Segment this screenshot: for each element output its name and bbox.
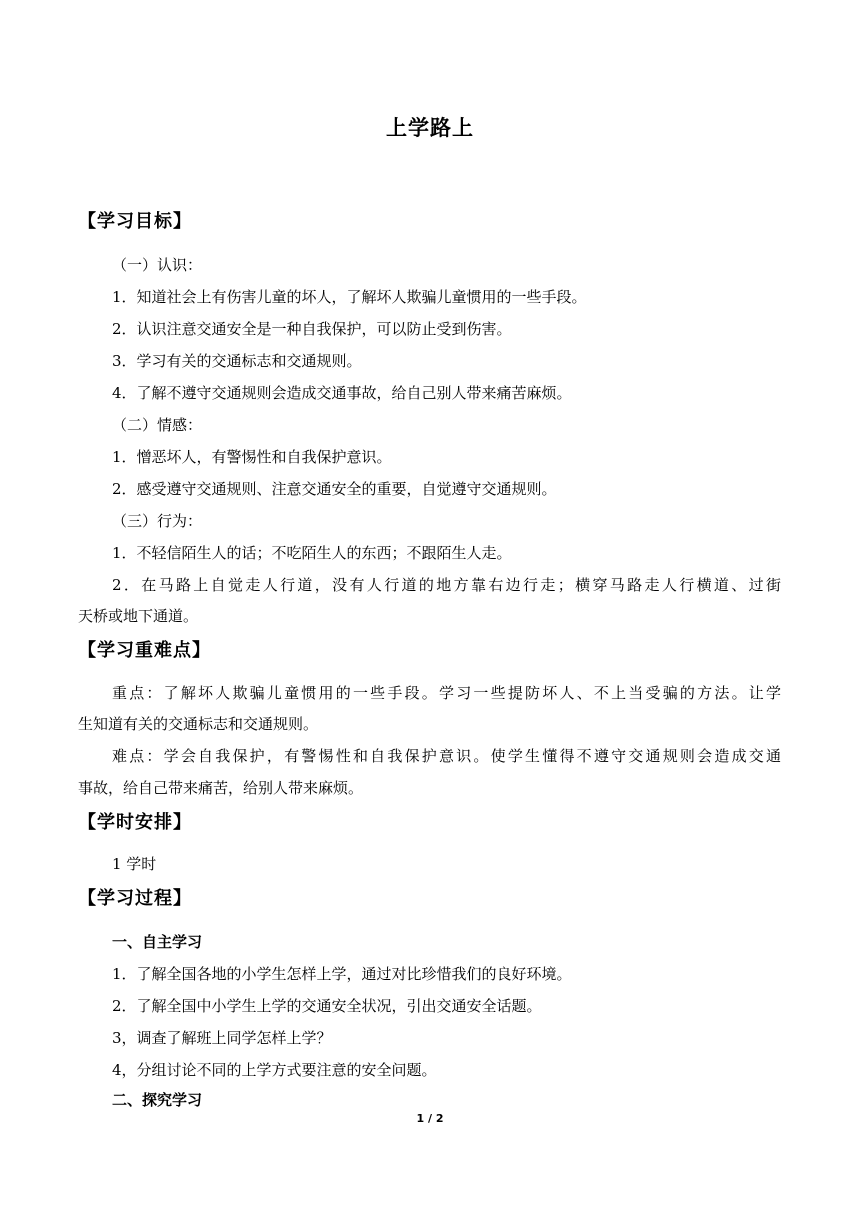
process-self-study-item: 2．了解全国中小学生上学的交通安全状况，引出交通安全话题。 bbox=[112, 997, 542, 1015]
goals-behavior-item: 1．不轻信陌生人的话；不吃陌生人的东西；不跟陌生人走。 bbox=[112, 544, 512, 562]
keypoint-difficulty-cont: 事故，给自己带来痛苦，给别人带来麻烦。 bbox=[78, 779, 364, 797]
process-explore-heading: 二、探究学习 bbox=[112, 1091, 203, 1109]
page-number: 1 / 2 bbox=[416, 1112, 444, 1125]
goals-behavior-item-cont: 天桥或地下通道。 bbox=[78, 607, 199, 625]
keypoint-focus-cont: 生知道有关的交通标志和交通规则。 bbox=[78, 715, 319, 733]
goals-cognition-item: 2．认识注意交通安全是一种自我保护，可以防止受到伤害。 bbox=[112, 320, 512, 338]
goals-cognition-item: 1．知道社会上有伤害儿童的坏人，了解坏人欺骗儿童惯用的一些手段。 bbox=[112, 288, 587, 306]
section-heading-keypoints: 【学习重难点】 bbox=[78, 640, 211, 661]
process-self-study-item: 3，调查了解班上同学怎样上学？ bbox=[112, 1029, 332, 1047]
goals-emotion-item: 1．憎恶坏人，有警惕性和自我保护意识。 bbox=[112, 448, 392, 466]
section-heading-goals: 【学习目标】 bbox=[78, 211, 192, 232]
document-title: 上学路上 bbox=[386, 116, 474, 140]
goals-cognition-item: 4．了解不遵守交通规则会造成交通事故，给自己别人带来痛苦麻烦。 bbox=[112, 384, 572, 402]
process-self-study-heading: 一、自主学习 bbox=[112, 933, 203, 951]
process-self-study-item: 1．了解全国各地的小学生怎样上学，通过对比珍惜我们的良好环境。 bbox=[112, 965, 572, 983]
process-self-study-item: 4，分组讨论不同的上学方式要注意的安全问题。 bbox=[112, 1061, 437, 1079]
section-heading-schedule: 【学时安排】 bbox=[78, 812, 192, 833]
keypoint-focus: 重点：了解坏人欺骗儿童惯用的一些手段。学习一些提防坏人、不上当受骗的方法。让学 bbox=[112, 684, 781, 702]
goals-cognition-heading: （一）认识： bbox=[112, 256, 203, 274]
goals-emotion-item: 2．感受遵守交通规则、注意交通安全的重要，自觉遵守交通规则。 bbox=[112, 480, 557, 498]
goals-cognition-item: 3．学习有关的交通标志和交通规则。 bbox=[112, 352, 362, 370]
goals-emotion-heading: （二）情感： bbox=[112, 416, 203, 434]
keypoint-difficulty: 难点：学会自我保护，有警惕性和自我保护意识。使学生懂得不遵守交通规则会造成交通 bbox=[112, 747, 781, 765]
goals-behavior-heading: （三）行为： bbox=[112, 512, 203, 530]
section-heading-process: 【学习过程】 bbox=[78, 888, 192, 909]
schedule-hours: 1 学时 bbox=[112, 855, 157, 873]
goals-behavior-item: 2．在马路上自觉走人行道，没有人行道的地方靠右边行走；横穿马路走人行横道、过街 bbox=[112, 576, 781, 594]
